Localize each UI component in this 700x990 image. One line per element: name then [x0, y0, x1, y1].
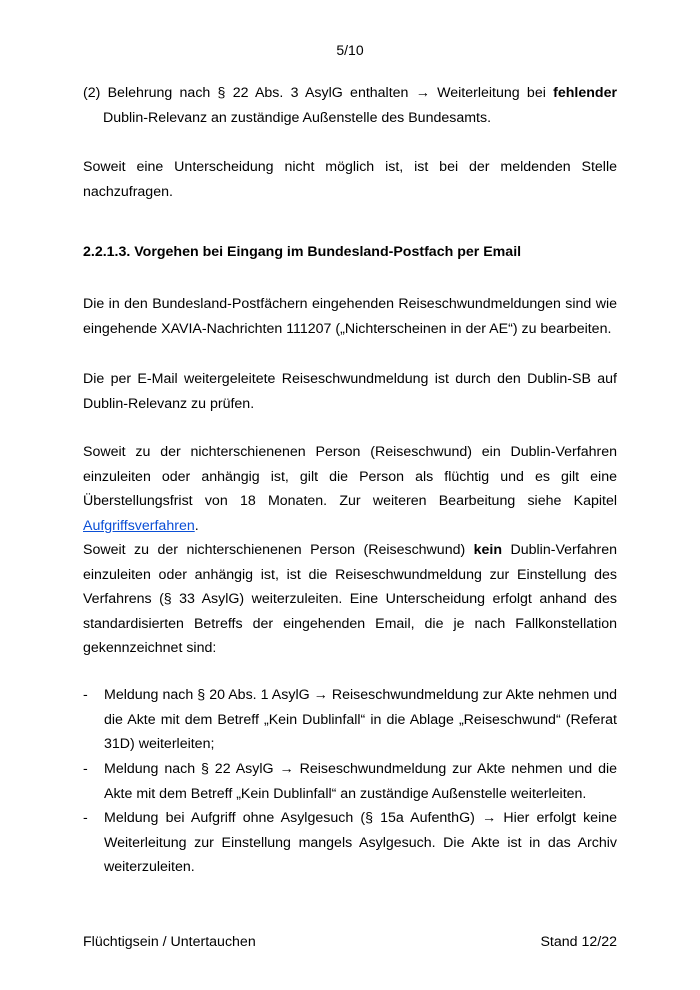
bullet-text-before: Meldung bei Aufgriff ohne Asylgesuch (§ 15a AufenthG) — [104, 810, 482, 826]
bullet-text-after: Hier erfolgt keine Weiterleitung zur Einstellung mangels Asylgesuch. Die Akte ist in das Archiv weiterzuleiten. — [104, 810, 618, 875]
paragraph-no-dublin — [83, 538, 617, 661]
paragraph-dublin — [83, 440, 617, 538]
arrow-icon: → — [279, 761, 294, 777]
page-number: 5/10 — [336, 42, 364, 58]
paragraph-email-check: Die per E-Mail weitergeleitete Reiseschwundmeldung ist durch den Dublin-SB auf Dublin-Relevanz zu prüfen. — [83, 371, 617, 412]
list-item-2-prefix: (2) Belehrung nach § 22 Abs. 3 AsylG enthalten — [83, 85, 416, 101]
list-item-2-mid: Weiterleitung bei — [429, 85, 554, 101]
arrow-icon: → — [313, 687, 328, 703]
arrow-icon: → — [482, 810, 497, 826]
paragraph-no-dublin-before: Soweit zu der nichterschienenen Person (Reiseschwund) — [83, 542, 474, 558]
footer-version: Stand 12/22 — [540, 934, 617, 950]
list-item-2-bold: fehlender — [553, 85, 617, 101]
section-heading: 2.2.1.3. Vorgehen bei Eingang im Bundesland-Postfach per Email — [83, 244, 522, 260]
paragraph-no-dublin-bold: kein — [473, 542, 503, 558]
footer-title: Flüchtigsein / Untertauchen — [83, 934, 256, 950]
bullet-text-before: Meldung nach § 22 AsylG — [104, 761, 280, 777]
bullet-text-after: Reiseschwundmeldung zur Akte nehmen und die Akte mit dem Betreff „Kein Dublinfall“ in die Ablage „Reiseschwund“ (Referat 31D) weiterleiten; — [104, 687, 617, 752]
aufgriffsverfahren-link[interactable]: Aufgriffsverfahren — [83, 517, 195, 534]
paragraph-dublin-end: . — [194, 517, 199, 534]
bullet-dash: - — [83, 761, 88, 777]
paragraph-inquiry: Soweit eine Unterscheidung nicht möglich ist, ist bei der meldenden Stelle nachzufragen. — [83, 159, 617, 200]
paragraph-dublin-text: Soweit zu der nichterschienenen Person (Reiseschwund) ein Dublin-Verfahren einzuleiten oder anhängig ist, gilt die Person als flüchtig und es gilt eine Überstellungsfrist von 18 Monaten. Zur weiteren Bearbeitung siehe Kapitel — [83, 444, 617, 509]
bullet-text-before: Meldung nach § 20 Abs. 1 AsylG — [104, 687, 314, 703]
paragraph-mailbox: Die in den Bundesland-Postfächern eingehenden Reiseschwundmeldungen sind wie eingehende XAVIA-Nachrichten 111207 („Nichterscheinen in der AE“) zu bearbeiten. — [83, 296, 617, 337]
list-item-2-suffix: Dublin-Relevanz an zuständige Außenstelle des Bundesamts. — [103, 109, 492, 126]
arrow-icon: → — [415, 85, 430, 101]
paragraph-no-dublin-after: Dublin-Verfahren einzuleiten oder anhängig ist, ist die Reiseschwundmeldung zur Einstellung des Verfahrens (§ 33 AsylG) weiterzuleiten. Eine Unterscheidung erfolgt anhand des standardisierten Betreffs der eingehenden Email, die je nach Fallkonstellation gekennzeichnet sind: — [83, 542, 617, 656]
list-item-2 — [83, 81, 617, 130]
bullet-dash: - — [83, 687, 88, 703]
bullet-dash: - — [83, 810, 88, 826]
bullet-text-after: Reiseschwundmeldung zur Akte nehmen und die Akte mit dem Betreff „Kein Dublinfall“ an zuständige Außenstelle weiterleiten. — [104, 761, 617, 802]
